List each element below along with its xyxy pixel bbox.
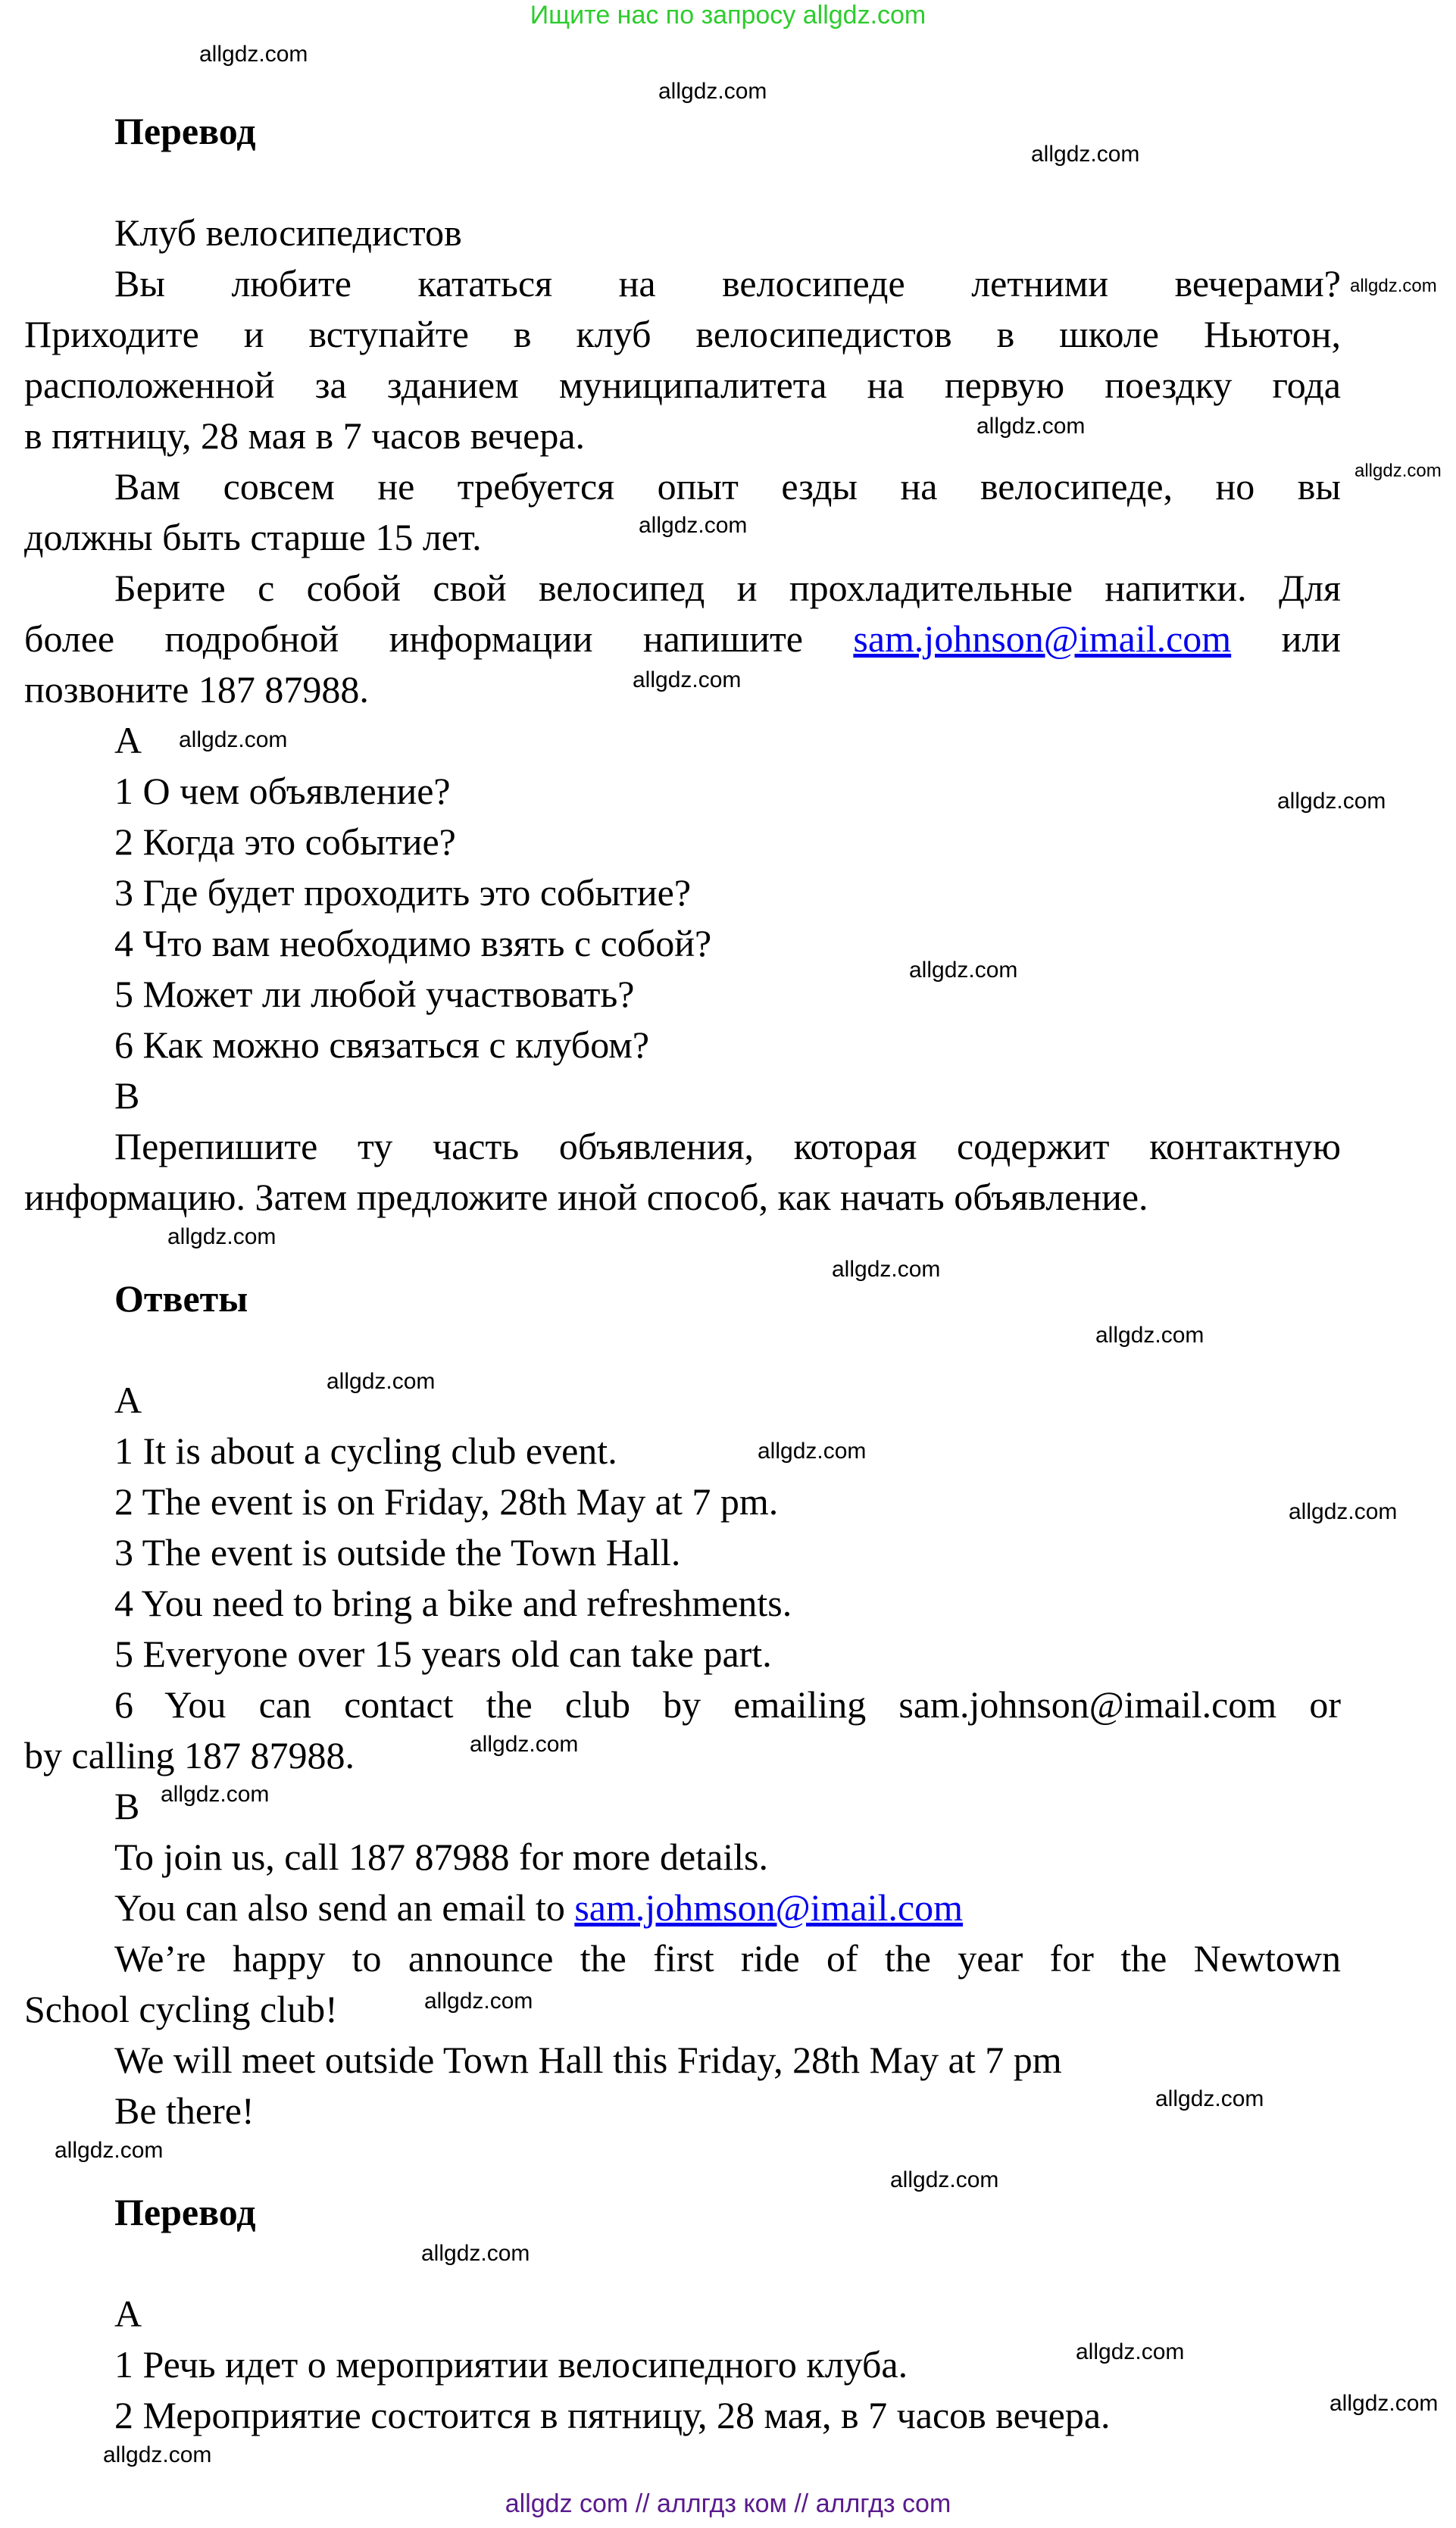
watermark: allgdz.com [890,2167,999,2192]
watermark: allgdz.com [161,1782,270,1807]
section-heading: Перевод [114,110,256,152]
watermark: allgdz.com [1277,789,1386,814]
footer-banner[interactable]: allgdz com // аллгдз ком // аллгдз com [505,2489,951,2518]
watermark: allgdz.com [1095,1323,1204,1348]
text-line: 3 Где будет проходить это событие? [114,871,692,914]
watermark: allgdz.com [832,1257,941,1282]
watermark: allgdz.com [1076,2339,1185,2364]
text-line: в пятницу, 28 мая в 7 часов вечера. [24,414,586,457]
text-line: Be there! [114,2089,255,2132]
text-line: Берите с собой свой велосипед и прохладительные напитки. Для [114,567,1341,609]
watermark: allgdz.com [470,1732,579,1757]
text-line: Приходите и вступайте в клуб велосипедистов в школе Ньютон, [24,313,1341,355]
watermark: allgdz.com [1350,276,1437,296]
watermark: allgdz.com [1329,2391,1439,2416]
text-line: 2 Когда это событие? [114,820,456,863]
text-line: A [114,719,142,761]
watermark: allgdz.com [658,79,767,104]
text-line: 2 The event is on Friday, 28th May at 7 pm. [114,1480,779,1523]
text-line: 4 Что вам необходимо взять с собой? [114,922,712,964]
text-line: расположенной за зданием муниципалитета на первую поездку года [24,364,1341,406]
text-line: 6 Как можно связаться с клубом? [114,1023,650,1066]
text-line: 5 Everyone over 15 years old can take part. [114,1633,772,1675]
text-fragment: или [1281,617,1342,660]
watermark: allgdz.com [633,667,742,692]
text-line: 1 Речь идет о мероприятии велосипедного клуба. [114,2343,908,2386]
section-heading: Ответы [114,1277,248,1320]
text-line: 2 Мероприятие состоится в пятницу, 28 мая, в 7 часов вечера. [114,2394,1111,2436]
watermark: allgdz.com [1289,1499,1398,1524]
watermark: allgdz.com [199,42,308,67]
email-link[interactable]: sam.johnson@imail.com [853,617,1232,660]
text-line: 5 Может ли любой участвовать? [114,973,635,1015]
text-line: Вы любите кататься на велосипеде летними вечерами? [114,262,1341,305]
text-line: B [114,1785,140,1827]
text-line: A [114,1379,142,1421]
text-line: We will meet outside Town Hall this Friday, 28th May at 7 pm [114,2039,1062,2081]
watermark: allgdz.com [758,1439,867,1464]
text-line: Перепишите ту часть объявления, которая содержит контактную [114,1125,1341,1167]
text-line: позвоните 187 87988. [24,668,369,711]
text-line [24,1883,963,1933]
text-line: A [114,2292,142,2335]
watermark: allgdz.com [179,727,288,752]
document-body [24,106,1341,2441]
text-line: информацию. Затем предложите иной способ, как начать объявление. [24,1176,1148,1218]
email-link[interactable]: sam.johmson@imail.com [574,1886,963,1929]
watermark: allgdz.com [1031,142,1140,167]
text-line: 4 You need to bring a bike and refreshments. [114,1582,792,1624]
section-heading: Перевод [114,2191,256,2233]
text-line [24,614,1341,664]
watermark: allgdz.com [167,1224,277,1249]
text-line: B [114,1074,140,1117]
watermark: allgdz.com [103,2442,212,2467]
text-fragment: You can also send an email to [114,1886,575,1929]
watermark: allgdz.com [1155,2086,1264,2111]
text-line: 1 It is about a cycling club event. [114,1430,617,1472]
text-line: School cycling club! [24,1988,338,2030]
watermark: allgdz.com [976,414,1086,439]
watermark: allgdz.com [421,2241,530,2266]
text-line: должны быть старше 15 лет. [24,516,482,558]
watermark: allgdz.com [55,2138,164,2163]
text-line: by calling 187 87988. [24,1734,355,1776]
text-line: 1 О чем объявление? [114,770,451,812]
watermark: allgdz.com [909,958,1018,983]
text-line: To join us, call 187 87988 for more details. [114,1836,769,1878]
text-line: Вам совсем не требуется опыт езды на велосипеде, но вы [114,465,1341,508]
text-line: Клуб велосипедистов [114,211,462,254]
text-fragment: более подробной информации напишите [24,617,803,660]
text-line: 3 The event is outside the Town Hall. [114,1531,681,1573]
text-line: We’re happy to announce the first ride of the year for the Newtown [114,1937,1341,1980]
text-line: 6 You can contact the club by emailing sam.johnson@imail.com or [114,1683,1341,1726]
watermark: allgdz.com [1354,461,1442,481]
top-search-banner[interactable]: Ищите нас по запросу allgdz.com [530,1,926,30]
watermark: allgdz.com [327,1369,436,1394]
watermark: allgdz.com [424,1989,533,2014]
watermark: allgdz.com [639,513,748,538]
